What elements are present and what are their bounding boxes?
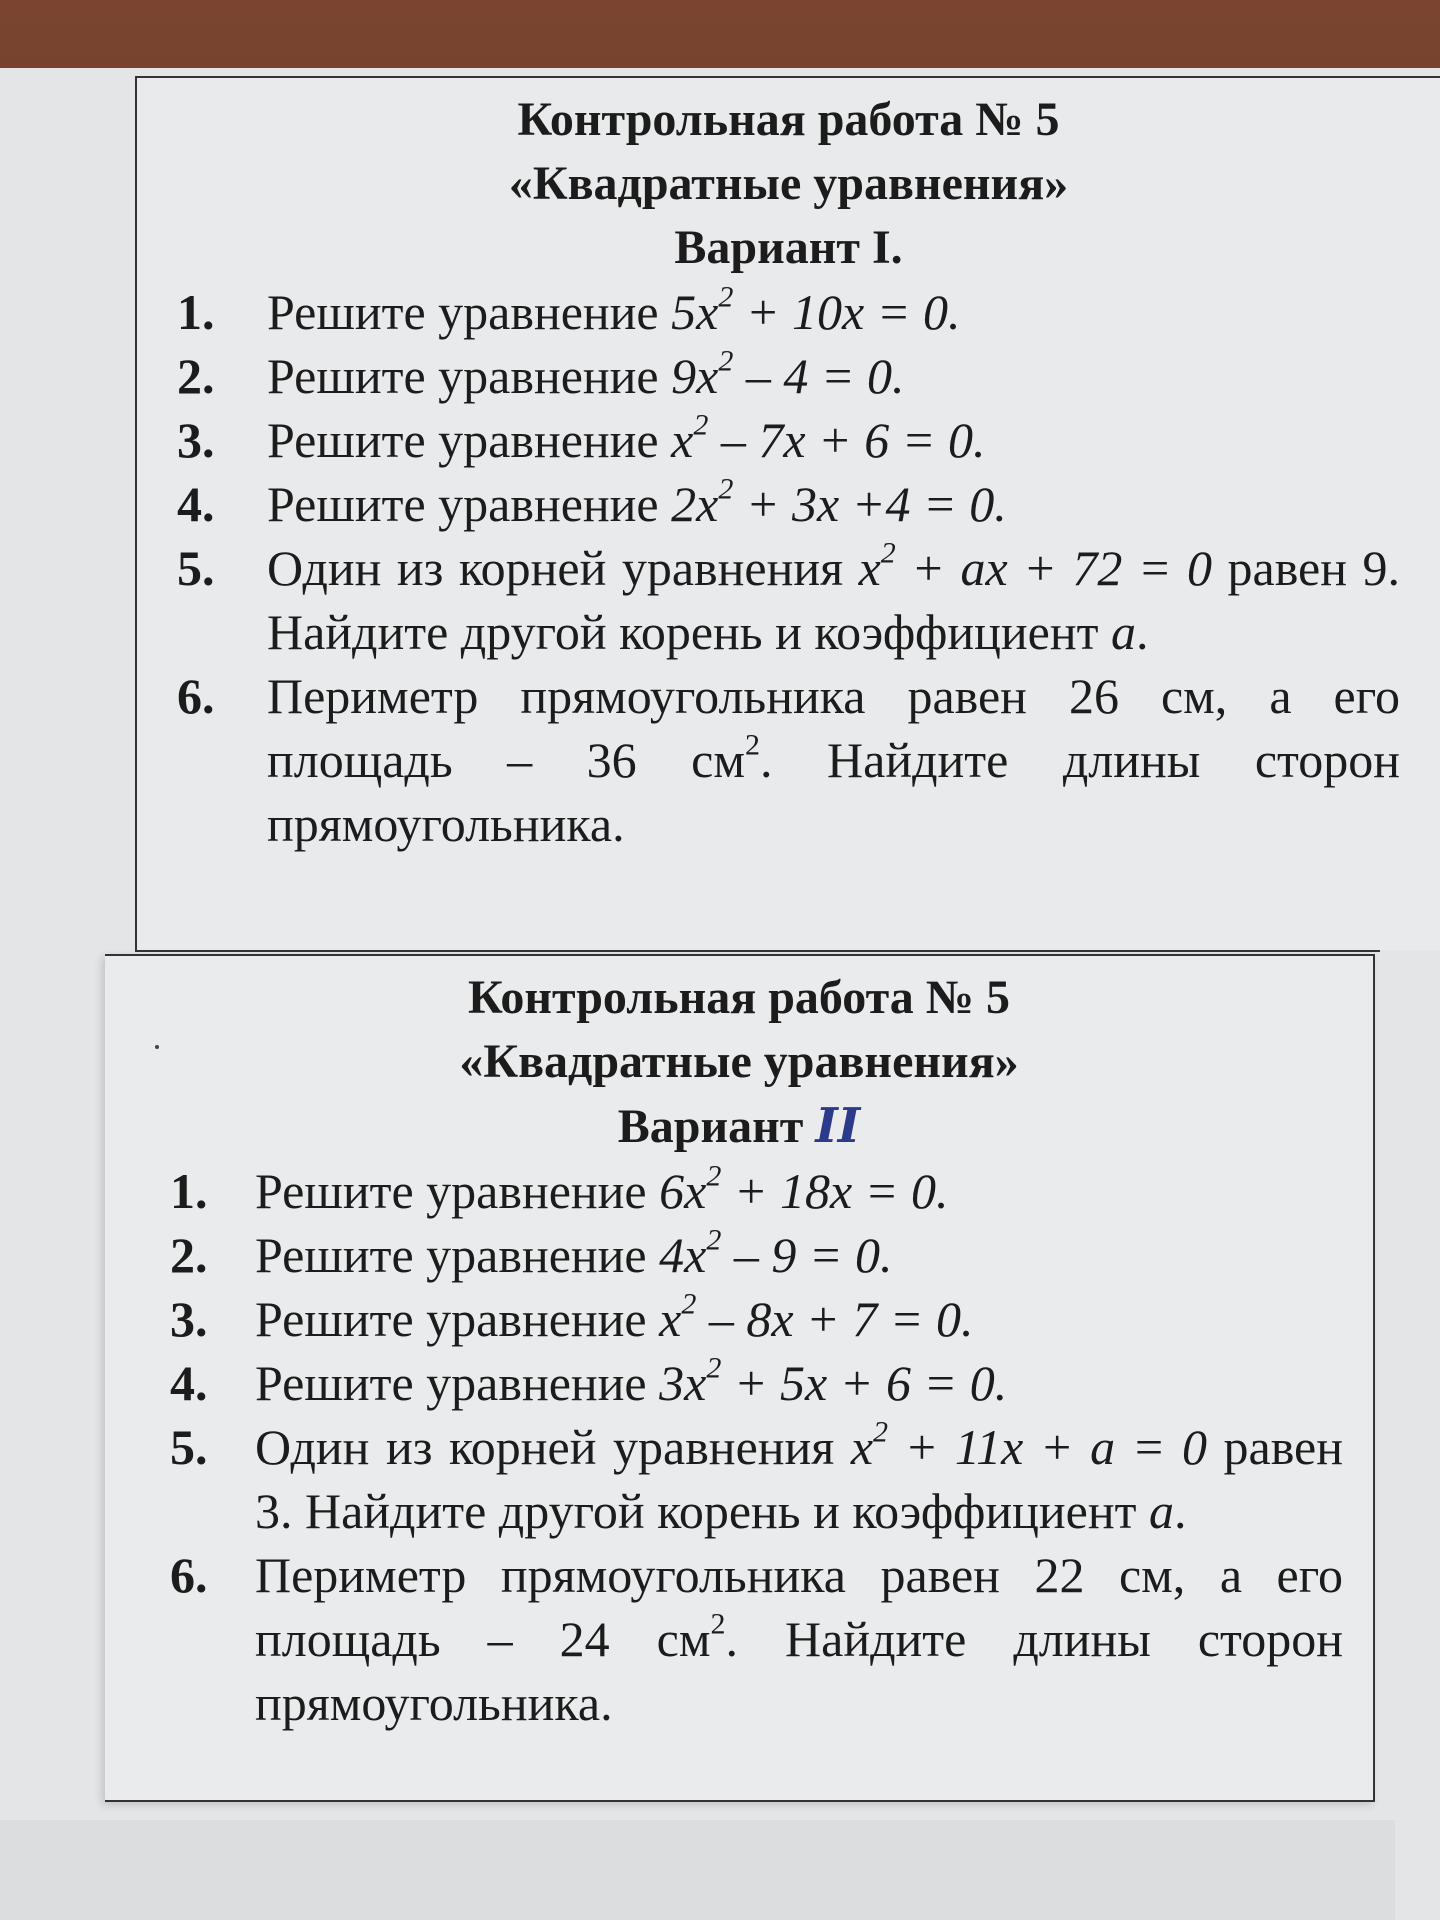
task-item bbox=[137, 280, 1440, 344]
task-item bbox=[137, 472, 1440, 536]
task-text: Решите уравнение bbox=[255, 1163, 660, 1219]
equation: $6x^2 + 18x = 0$. bbox=[659, 1159, 949, 1219]
task-number: 1. bbox=[170, 1163, 208, 1219]
task-text: Решите уравнение bbox=[267, 284, 672, 340]
card-header bbox=[105, 966, 1373, 1159]
variant-label: Вариант I. bbox=[674, 221, 903, 274]
coefficient-variable: a bbox=[1110, 604, 1136, 660]
task-text: Периметр прямоугольника равен 26 см, а его площадь – 36 см bbox=[267, 668, 1400, 788]
task-number: 4. bbox=[177, 476, 215, 532]
task-item bbox=[105, 1351, 1373, 1415]
equation: $3x^2 + 5x + 6 = 0$. bbox=[659, 1351, 1008, 1411]
equation: $x^2 + 11x + a = 0$ bbox=[850, 1415, 1207, 1475]
task-number: 2. bbox=[170, 1227, 208, 1283]
task-item: 5. Один из корней уравнения $x^2$ + ax + 72 = 0 равен 9. Найдите другой корень и коэффициент a. bbox=[177, 536, 1400, 660]
paper-speck bbox=[155, 1045, 159, 1049]
task-item: 6. Периметр прямоугольника равен 26 см, а его площадь – 36 $см^2$. Найдите длины сторон прямоугольника. bbox=[137, 664, 1440, 856]
task-text: Решите уравнение bbox=[255, 1355, 660, 1411]
test-title: Контрольная работа № 5 bbox=[467, 971, 1011, 1024]
task-text: Решите уравнение bbox=[255, 1291, 660, 1347]
task-item bbox=[137, 344, 1440, 408]
task-list bbox=[137, 280, 1440, 856]
card-border-line bbox=[135, 950, 1380, 952]
task-text: Решите уравнение bbox=[267, 476, 672, 532]
task-text: Решите уравнение bbox=[267, 412, 672, 468]
task-text: Один из корней уравнения bbox=[267, 540, 859, 596]
equation: $x^2$ + ax + 72 = 0 bbox=[858, 536, 1213, 596]
task-item: 6. Периметр прямоугольника равен 22 см, а его площадь – 24 $см^2$. Найдите длины сторон прямоугольника. bbox=[105, 1543, 1373, 1735]
task-number: 2. bbox=[177, 348, 215, 404]
task-item bbox=[105, 1287, 1373, 1351]
test-card-variant-1 bbox=[135, 76, 1440, 950]
task-number: 5. bbox=[177, 540, 215, 596]
task-text: Периметр прямоугольника равен 22 см, а его площадь – 24 см bbox=[255, 1547, 1343, 1667]
task-number: 1. bbox=[177, 284, 215, 340]
task-number: 6. bbox=[177, 668, 215, 724]
equation: $2x^2 + 3x +4 = 0$. bbox=[671, 472, 1007, 532]
task-item bbox=[105, 1159, 1373, 1223]
test-subtitle: «Квадратные уравнения» bbox=[508, 157, 1069, 210]
task-text: Один из корней уравнения bbox=[255, 1419, 851, 1475]
test-title: Контрольная работа № 5 bbox=[517, 93, 1060, 146]
task-number: 6. bbox=[170, 1547, 208, 1603]
handwritten-variant-mark: II bbox=[815, 1098, 861, 1154]
equation: $4x^2 - 9 = 0$. bbox=[659, 1223, 893, 1283]
paper-strip bbox=[0, 1820, 1395, 1920]
card-header bbox=[137, 88, 1440, 280]
equation: $9x^2 - 4 = 0$. bbox=[671, 344, 905, 404]
test-card-variant-2 bbox=[105, 954, 1375, 1802]
task-item bbox=[137, 408, 1440, 472]
task-text-continued: равен 3. Найдите другой корень и коэффициент bbox=[255, 1419, 1344, 1539]
task-number: 3. bbox=[177, 412, 215, 468]
variant-label: Вариант II bbox=[617, 1098, 861, 1154]
equation: $x^2 - 7x + 6 = 0$. bbox=[671, 408, 986, 468]
task-number: 3. bbox=[170, 1291, 208, 1347]
task-text-continued: равен 9. Найдите другой корень и коэффициент bbox=[267, 540, 1400, 660]
test-subtitle: «Квадратные уравнения» bbox=[459, 1035, 1019, 1088]
task-number: 4. bbox=[170, 1355, 208, 1411]
task-item: 5. Один из корней уравнения $x^2 + 11x + a = 0$ равен 3. Найдите другой корень и коэффициент a. bbox=[170, 1415, 1344, 1539]
task-list bbox=[105, 1159, 1373, 1735]
equation: $x^2 - 8x + 7 = 0$. bbox=[659, 1287, 974, 1347]
task-item bbox=[105, 1223, 1373, 1287]
coefficient-variable: a bbox=[1148, 1483, 1174, 1539]
task-text: Решите уравнение bbox=[255, 1227, 660, 1283]
equation: $5x^2 + 10x = 0$. bbox=[671, 280, 961, 340]
task-number: 5. bbox=[170, 1419, 208, 1475]
task-text: Решите уравнение bbox=[267, 348, 672, 404]
